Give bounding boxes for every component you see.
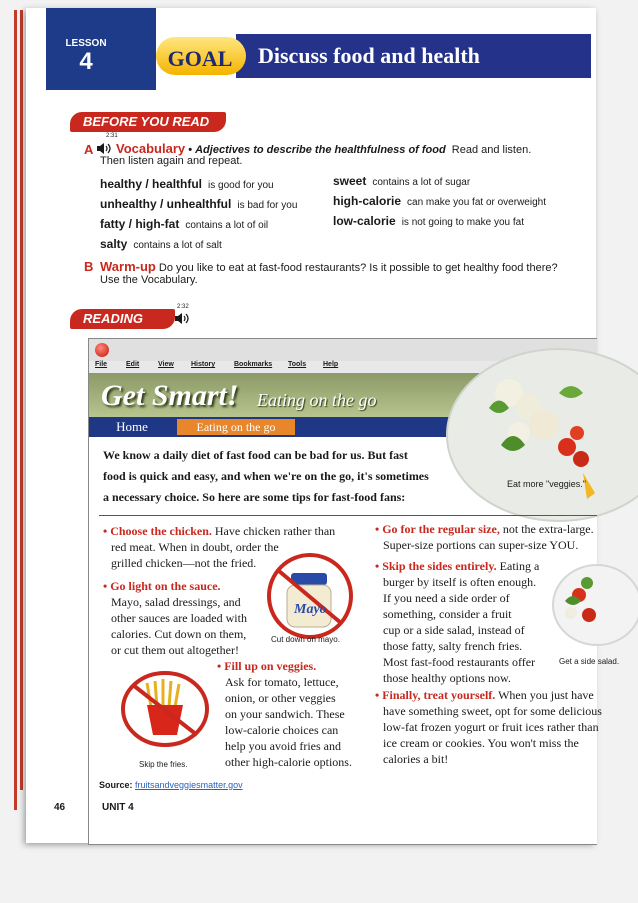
side-salad-image [549, 561, 597, 651]
fries-caption: Skip the fries. [139, 760, 188, 769]
before-you-read-tag: BEFORE YOU READ [70, 112, 226, 132]
tip-text: low-fat frozen yogurt or fruit ices rather than [383, 720, 599, 734]
tip-text: cup or a side salad, instead of [383, 623, 525, 637]
menu-view[interactable]: View [158, 361, 174, 368]
divider [99, 515, 597, 516]
instruction-read-listen: Read and listen. [451, 144, 532, 156]
tip-text: calories. Cut down on them, [111, 627, 247, 641]
tip-text: When you just have [498, 688, 594, 702]
vocab-item: high-calorie can make you fat or overweight [333, 194, 546, 208]
tip-text: calories a bit! [383, 752, 449, 766]
tip-text: Mayo, salad dressings, and [111, 595, 241, 609]
tip-text: not the extra-large. [502, 522, 594, 536]
no-mayo-image [265, 551, 355, 641]
bullet: • [188, 144, 193, 156]
vocab-list-left [100, 175, 297, 255]
unit-label: UNIT 4 [102, 802, 134, 813]
textbook-page [26, 8, 620, 843]
audio-track-a: 2:31 [106, 133, 118, 139]
tip-text: grilled chicken—not the fried. [111, 556, 257, 570]
vocab-item: low-calorie is not going to make you fat [333, 214, 524, 228]
tip-regular-size: • Go for the regular size, not the extra-large. Super-size portions can super-size YOU. [375, 522, 594, 552]
tip-heading: Fill up on veggies. [224, 659, 317, 673]
menu-edit[interactable]: Edit [126, 361, 140, 368]
tip-text: If you need a side order of [383, 591, 510, 605]
lesson-number: 4 [79, 48, 93, 75]
salad-caption-text: Get a side salad. [559, 657, 620, 666]
nav-eating-on-the-go[interactable]: Eating on the go [177, 419, 295, 435]
tip-heading: Finally, treat yourself. [382, 688, 496, 702]
tip-chicken: • Choose the chicken. Have chicken rather than red meat. When in doubt, order the grilled chicken—not the fried. [103, 524, 336, 570]
source-label: Source: [99, 780, 133, 790]
mayo-label: Mayo [294, 602, 327, 617]
goal-title: Discuss food and health [258, 43, 480, 68]
menu-history[interactable]: History [191, 361, 216, 368]
tip-text: ice cream or cookies. You won't miss the [383, 736, 579, 750]
tip-text: other sauces are loaded with [111, 611, 247, 625]
reading-tag: READING [70, 309, 175, 329]
tip-text: have something sweet, opt for some delicious [383, 704, 602, 718]
tip-text: those healthy options now. [383, 671, 511, 685]
warm-up-heading: Warm-up [100, 259, 156, 274]
tip-text: burger by itself is often enough. [383, 575, 537, 589]
tip-text: something, consider a fruit [383, 607, 512, 621]
veggie-plate-image [449, 363, 597, 523]
tip-text: Eating a [499, 559, 540, 573]
vocab-list-right [333, 172, 546, 232]
nav-home[interactable]: Home [116, 419, 148, 434]
tip-text: on your sandwich. These [225, 707, 345, 721]
browser-window [88, 338, 620, 845]
tip-veggies: • Fill up on veggies. Ask for tomato, lettuce, onion, or other veggies on your sandwich. These low-calorie choices can help you avoid fries and other high-calorie options. [217, 659, 352, 769]
vocabulary-subheading: Adjectives to describe the healthfulness of food [195, 144, 446, 156]
tip-heading: Choose the chicken. [110, 524, 212, 538]
tip-text: Super-size portions can super-size YOU. [383, 538, 579, 552]
lesson-label: LESSON [65, 38, 107, 49]
warm-up-instruction: Use the Vocabulary. [100, 274, 198, 286]
tip-text: those fatty, salty french fries. [383, 639, 523, 653]
warm-up-question: Do you like to eat at fast-food restaurants? Is it possible to get healthy food there? [158, 262, 558, 274]
vocab-item: sweet contains a lot of sugar [333, 174, 471, 188]
vocab-item: fatty / high-fat contains a lot of oil [100, 217, 269, 231]
veggie-caption: Eat more "veggies." [507, 479, 586, 489]
menu-tools[interactable]: Tools [288, 361, 307, 368]
no-fries-image [119, 669, 211, 749]
tip-heading: Go for the regular size, [382, 522, 500, 536]
tip-text: or cut them out altogether! [111, 643, 239, 657]
intro-line: a necessary choice. So here are some tips for fast-food fans: [103, 490, 406, 504]
audio-track-reading: 2:32 [177, 304, 189, 310]
section-a-letter: A [84, 142, 94, 157]
tip-text: low-calorie choices can [225, 723, 339, 737]
page-edge [20, 10, 23, 790]
source-line [99, 780, 243, 790]
section-a-line [116, 141, 531, 156]
page-number: 46 [54, 802, 66, 813]
audio-icon[interactable] [174, 312, 190, 325]
tip-treat-yourself: • Finally, treat yourself. When you just have have something sweet, opt for some delicious low-fat frozen yogurt or fruit ices rather than ice cream or cookies. You won't miss the calories a bit! [375, 688, 602, 766]
salad-caption [559, 657, 620, 666]
section-b-line [100, 259, 558, 274]
vocab-item: salty contains a lot of salt [100, 237, 222, 251]
site-subtitle: Eating on the go [257, 390, 377, 410]
tip-text: Have chicken rather than [214, 524, 336, 538]
menu-help[interactable]: Help [323, 361, 339, 368]
intro-paragraph [103, 445, 453, 508]
vocab-item: unhealthy / unhealthful is bad for you [100, 197, 298, 211]
close-window-icon[interactable] [95, 343, 109, 357]
source-link[interactable]: fruitsandveggiesmatter.gov [135, 780, 243, 790]
tip-heading: Go light on the sauce. [110, 579, 221, 593]
vocab-item: healthy / healthful is good for you [100, 177, 274, 191]
goal-label: GOAL [167, 46, 233, 71]
tip-sauce: • Go light on the sauce. Mayo, salad dressings, and other sauces are loaded with calories. Cut down on them, or cut them out altogether! [103, 579, 247, 657]
tip-heading: Skip the sides entirely. [382, 559, 497, 573]
tip-text: help you avoid fries and [225, 739, 341, 753]
page-edge [14, 10, 17, 810]
tip-text: other high-calorie options. [225, 755, 352, 769]
site-title: Get Smart! [101, 379, 239, 412]
instruction-repeat: Then listen again and repeat. [100, 155, 243, 167]
section-b-letter: B [84, 259, 94, 274]
menu-bookmarks[interactable]: Bookmarks [234, 361, 273, 368]
tip-text: onion, or other veggies [225, 691, 336, 705]
tip-text: Ask for tomato, lettuce, [225, 675, 339, 689]
mayo-caption: Cut down on mayo. [271, 635, 340, 644]
tip-text: Most fast-food restaurants offer [383, 655, 536, 669]
vocabulary-heading: Vocabulary [116, 141, 186, 156]
tip-text: red meat. When in doubt, order the [111, 540, 279, 554]
audio-icon[interactable] [96, 142, 112, 155]
menu-file[interactable]: File [95, 361, 108, 368]
tip-skip-sides: • Skip the sides entirely. Eating a burger by itself is often enough. If you need a side order of something, consider a fruit cup or a side salad, instead of those fatty, salty french fries. Most fast-food restaurants offer those healthy options now. [375, 559, 540, 685]
intro-line: We know a daily diet of fast food can be bad for us. But fast [103, 448, 408, 462]
intro-line: food is quick and easy, and when we're on the go, it's sometimes [103, 469, 429, 483]
